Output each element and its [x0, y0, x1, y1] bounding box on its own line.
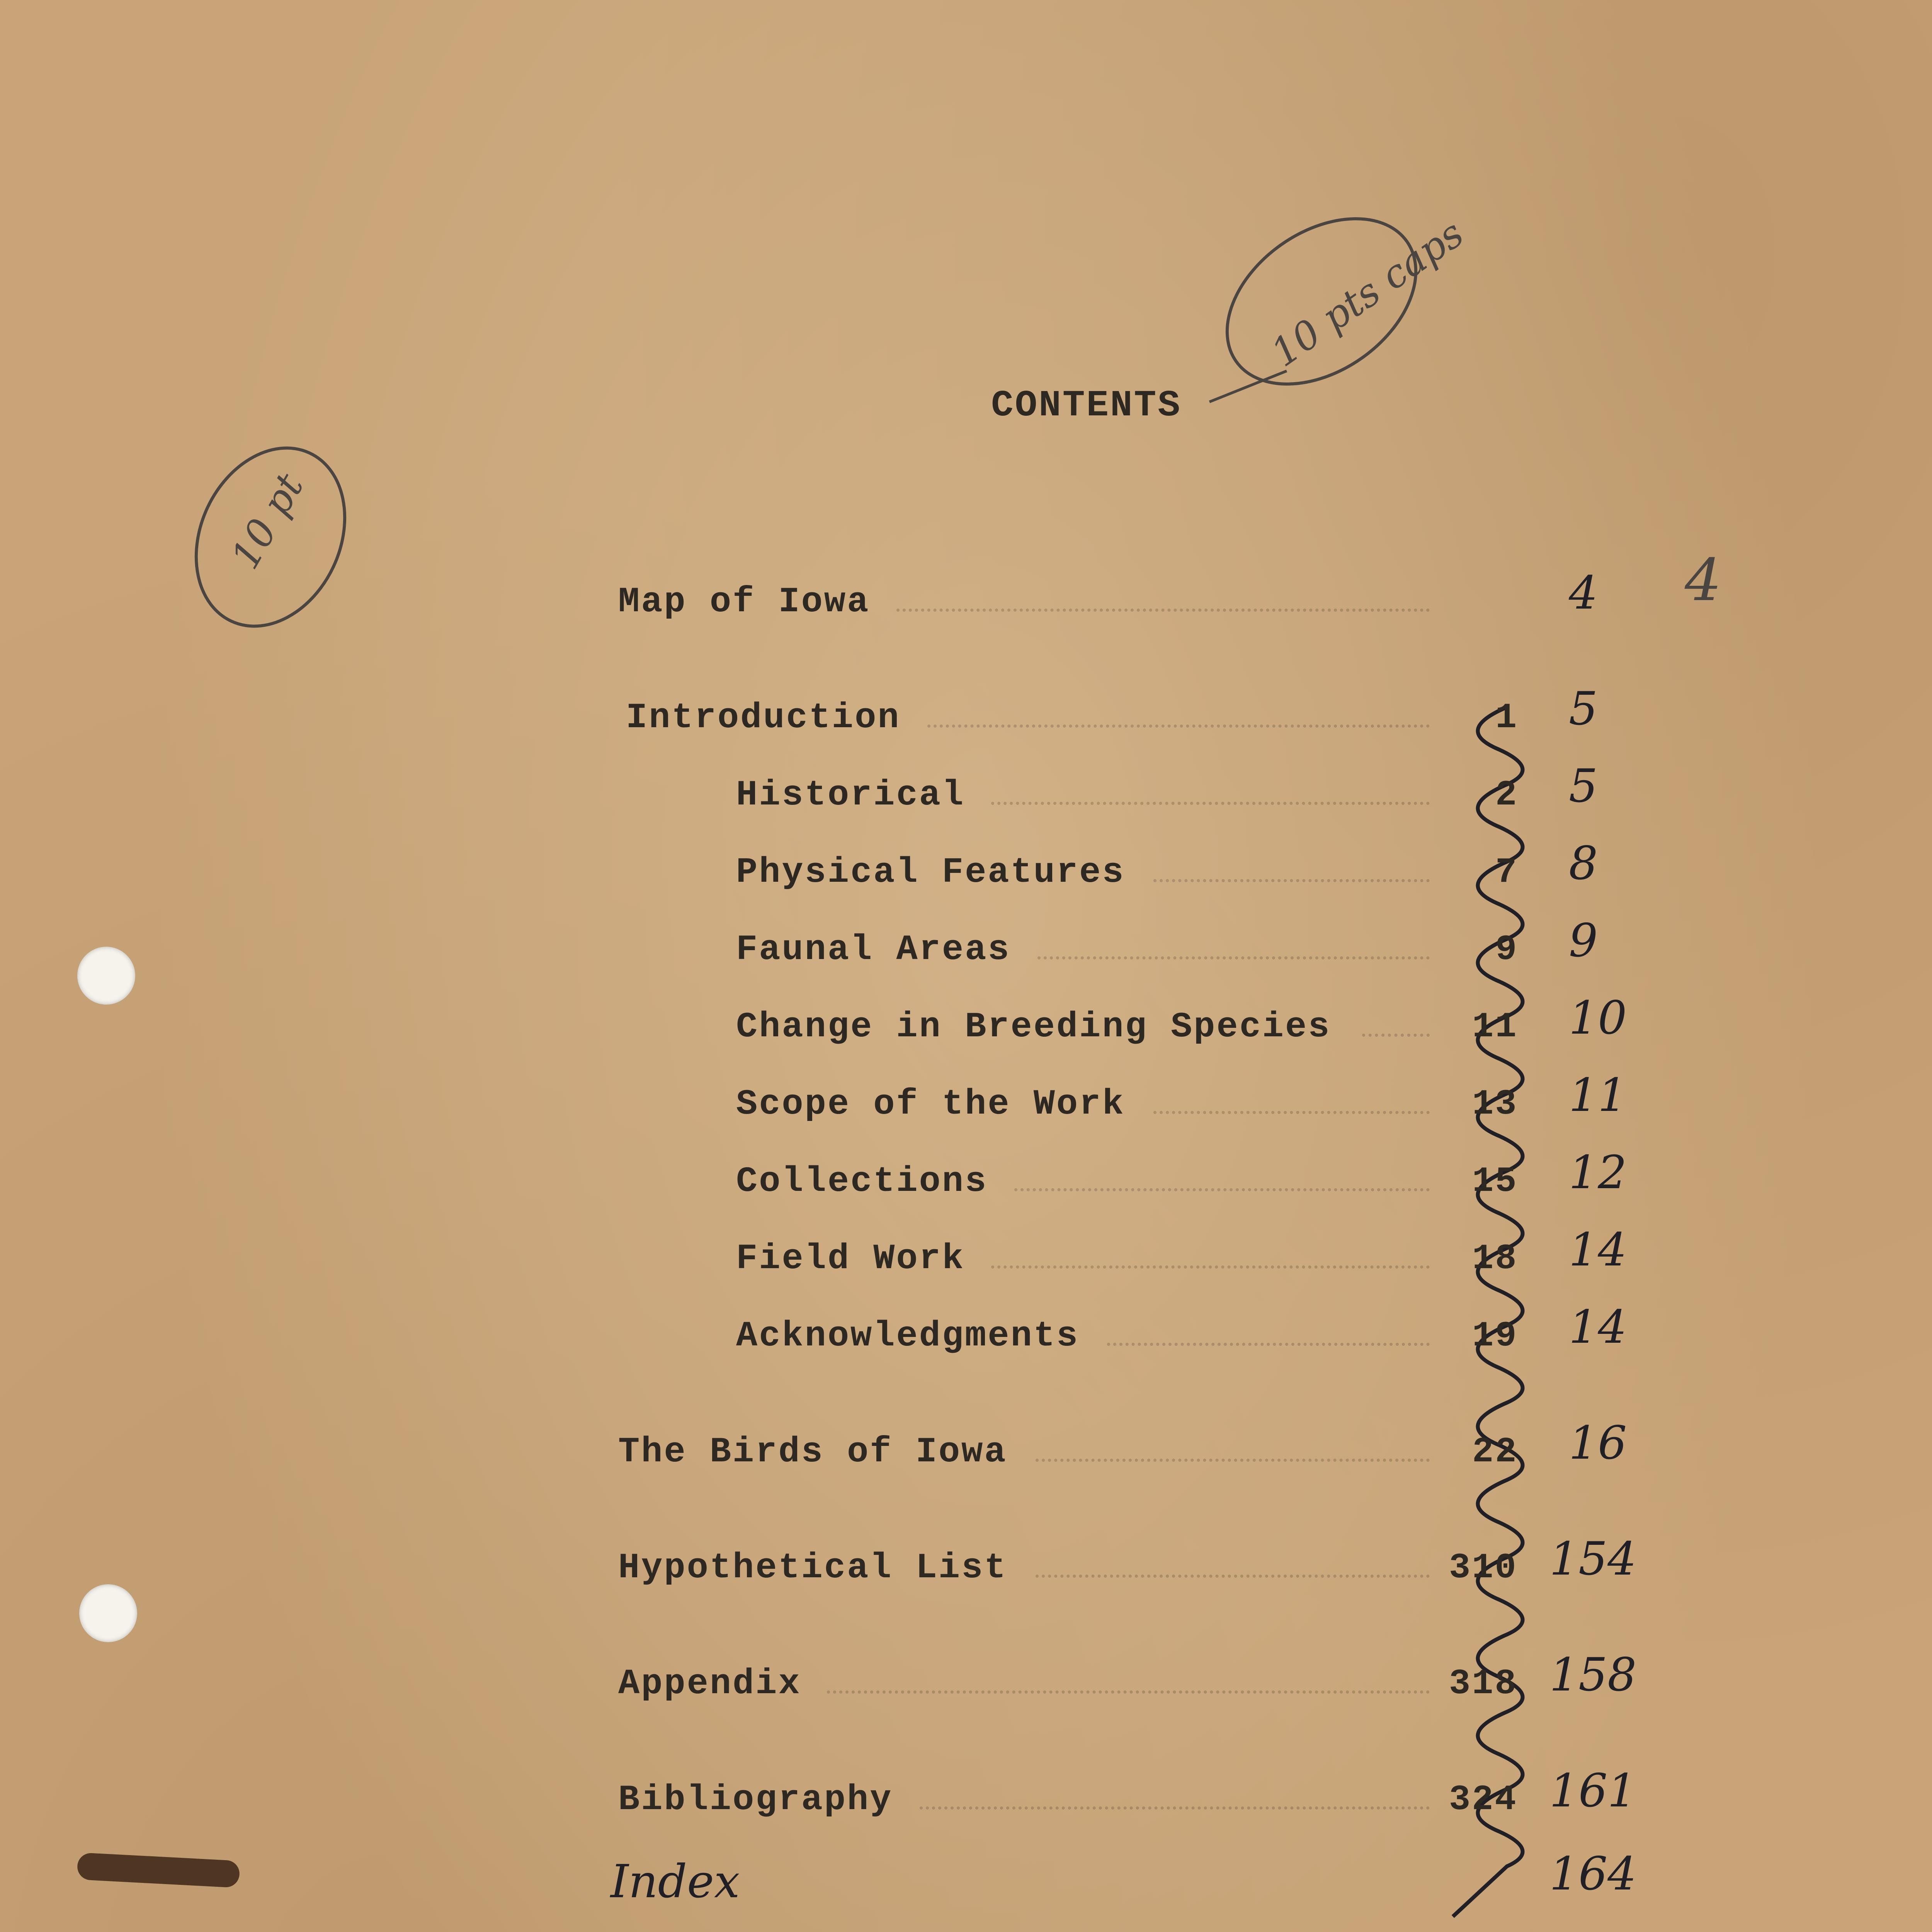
toc-entry-label: Hypothetical List: [618, 1548, 1007, 1588]
toc-entry-label: Map of Iowa: [618, 582, 870, 622]
toc-new-page-number: 10: [1569, 991, 1627, 1044]
toc-entry-label: Appendix: [618, 1663, 801, 1704]
toc-old-page-number: 324: [1449, 1779, 1518, 1820]
toc-entry-label: Collections: [736, 1161, 988, 1202]
toc-new-page-number: 12: [1569, 1146, 1627, 1199]
pencil-note-pt: 10 pt: [222, 466, 313, 577]
toc-old-page-number: 22: [1472, 1432, 1518, 1472]
dot-leader: [1037, 956, 1430, 959]
dot-leader: [920, 1806, 1430, 1810]
dot-leader: [1153, 879, 1430, 882]
dot-leader: [1153, 1111, 1430, 1114]
toc-entry-label: Acknowledgments: [736, 1316, 1080, 1356]
page-title: CONTENTS: [991, 384, 1182, 427]
toc-new-page-number: 154: [1549, 1532, 1637, 1585]
toc-old-page-number: 19: [1472, 1316, 1518, 1356]
toc-old-page-number: 11: [1472, 1007, 1518, 1047]
toc-new-page-number: 5: [1569, 682, 1598, 735]
toc-old-page-number: 15: [1472, 1161, 1518, 1202]
toc-old-page-number: 13: [1472, 1084, 1518, 1124]
toc-new-page-number: 16: [1569, 1416, 1627, 1469]
toc-new-page-number: 14: [1569, 1223, 1627, 1276]
toc-entry-label: Introduction: [626, 697, 901, 738]
toc-entry-label: Historical: [736, 775, 965, 815]
toc-entry-label: Change in Breeding Species: [736, 1007, 1331, 1047]
toc-entry-label: Index: [611, 1855, 740, 1908]
toc-new-page-number: 11: [1569, 1068, 1627, 1122]
toc-new-page-number: 164: [1549, 1847, 1637, 1900]
toc-new-page-number: 161: [1549, 1764, 1637, 1817]
dot-leader: [1107, 1343, 1430, 1346]
toc-entry-label: Bibliography: [618, 1779, 893, 1820]
toc-old-page-number: 9: [1495, 929, 1519, 970]
toc-old-page-number: 2: [1495, 775, 1519, 815]
toc-new-page-number: 158: [1549, 1648, 1637, 1701]
dot-leader: [1036, 1575, 1430, 1578]
dot-leader: [991, 1265, 1430, 1269]
toc-old-page-number: 1: [1495, 697, 1519, 738]
toc-new-page-number: 14: [1569, 1300, 1627, 1354]
dot-leader: [896, 609, 1430, 612]
dot-leader: [827, 1690, 1430, 1694]
toc-new-page-number: 4: [1569, 566, 1598, 619]
pencil-note-caps: 10 pts caps: [1263, 211, 1472, 376]
toc-pencil-page-number: 4: [1685, 547, 1722, 614]
toc-new-page-number: 8: [1569, 837, 1598, 890]
toc-entry-label: Field Work: [736, 1238, 965, 1279]
dot-leader: [991, 802, 1430, 805]
dot-leader: [1036, 1459, 1430, 1462]
toc-old-page-number: 7: [1495, 852, 1519, 893]
toc-new-page-number: 5: [1569, 759, 1598, 813]
toc-old-page-number: 310: [1449, 1548, 1518, 1588]
dot-leader: [1362, 1034, 1430, 1037]
toc-entry-label: Faunal Areas: [736, 929, 1011, 970]
toc-new-page-number: 9: [1569, 914, 1598, 967]
dot-leader: [927, 724, 1430, 728]
toc-entry-label: The Birds of Iowa: [618, 1432, 1007, 1472]
toc-entry-label: Scope of the Work: [736, 1084, 1125, 1124]
toc-entry-label: Physical Features: [736, 852, 1125, 893]
toc-old-page-number: 18: [1472, 1238, 1518, 1279]
dot-leader: [1014, 1188, 1430, 1191]
toc-old-page-number: 318: [1449, 1663, 1518, 1704]
